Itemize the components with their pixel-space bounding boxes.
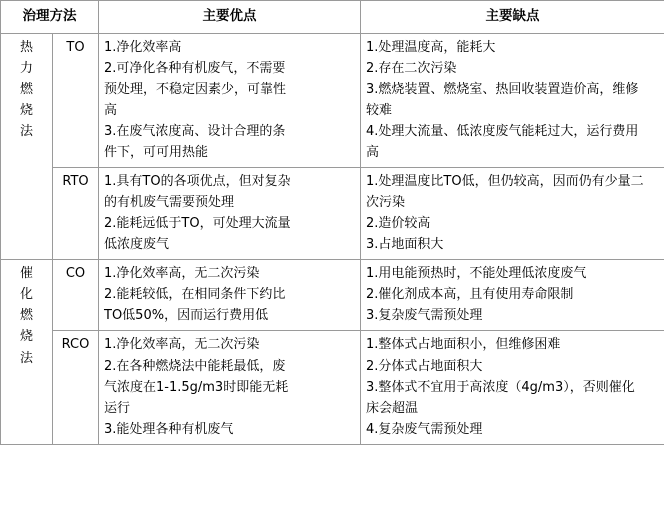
cons-line: 3.整体式不宜用于高浓度（4g/m3），否则催化 (366, 379, 635, 395)
cons-line: 4.复杂废气需预处理 (366, 421, 483, 437)
pros-line: 件下，可可用热能 (104, 145, 209, 161)
tech-code-to: TO (53, 33, 99, 167)
tech-code-co: CO (53, 260, 99, 331)
method-label-char: 法 (19, 124, 33, 140)
pros-line: 1.净化效率高，无二次污染 (104, 266, 260, 282)
pros-line: 2.可净化各种有机废气，不需要 (104, 60, 286, 76)
pros-cell-co (99, 260, 361, 331)
method-label-char: 燃 (19, 308, 33, 324)
cons-line: 次污染 (366, 195, 406, 211)
method-label-char: 力 (19, 60, 33, 76)
method-label-vertical-catalytic (6, 263, 47, 368)
tech-code-rto: RTO (53, 168, 99, 260)
header-method: 治理方法 (1, 1, 99, 34)
pros-cell-rco (99, 331, 361, 444)
table-row (1, 260, 664, 331)
table-header-row (1, 1, 664, 34)
table-row (1, 331, 664, 444)
cons-line: 床会超温 (366, 400, 419, 416)
pros-line: 3.在废气浓度高、设计合理的条 (104, 124, 286, 140)
pros-line: 预处理，不稳定因素少，可靠性 (104, 81, 287, 97)
cons-line: 2.造价较高 (366, 216, 431, 232)
pros-cell-to (99, 33, 361, 167)
cons-cell-rco (361, 331, 664, 444)
header-cons: 主要缺点 (361, 1, 664, 34)
pros-line: 3.能处理各种有机废气 (104, 421, 234, 437)
cons-line: 2.存在二次污染 (366, 60, 457, 76)
pros-line: 运行 (104, 400, 131, 416)
pros-line: 气浓度在1-1.5g/m3时即能无耗 (104, 379, 289, 395)
cons-line: 1.处理温度比TO低，但仍较高，因而仍有少量二 (366, 174, 644, 190)
cons-line: 3.燃烧装置、燃烧室、热回收装置造价高，维修 (366, 81, 639, 97)
cons-line: 1.处理温度高，能耗大 (366, 39, 496, 55)
method-label-vertical-thermal (6, 37, 47, 142)
method-label-char: 催 (19, 266, 33, 282)
pros-line: 2.在各种燃烧法中能耗最低，废 (104, 358, 286, 374)
pros-line: 2.能耗远低于TO，可处理大流量 (104, 216, 291, 232)
method-label-catalytic (1, 260, 53, 444)
method-label-char: 化 (19, 287, 33, 303)
pros-line: 1.净化效率高 (104, 39, 182, 55)
pros-cell-rto (99, 168, 361, 260)
cons-line: 高 (366, 145, 380, 161)
table-row (1, 33, 664, 167)
pros-line: 2.能耗较低，在相同条件下约比 (104, 287, 286, 303)
tech-code-rco: RCO (53, 331, 99, 444)
method-label-char: 燃 (19, 81, 33, 97)
pros-line: 1.净化效率高，无二次污染 (104, 337, 260, 353)
cons-line: 1.整体式占地面积小，但维修困难 (366, 337, 561, 353)
method-label-thermal (1, 33, 53, 259)
cons-cell-to (361, 33, 664, 167)
cons-line: 3.占地面积大 (366, 237, 444, 253)
cons-line: 较难 (366, 103, 393, 118)
pros-line: TO低50%，因而运行费用低 (104, 308, 269, 324)
pros-line: 低浓度废气 (104, 237, 170, 253)
cons-line: 2.分体式占地面积大 (366, 358, 483, 374)
pros-line: 高 (104, 103, 118, 118)
cons-line: 3.复杂废气需预处理 (366, 308, 483, 324)
cons-line: 2.催化剂成本高，且有使用寿命限制 (366, 287, 574, 303)
method-label-char: 烧 (19, 329, 33, 345)
method-label-char: 法 (19, 350, 33, 366)
header-pros: 主要优点 (99, 1, 361, 34)
table-row (1, 168, 664, 260)
pros-line: 1.具有TO的各项优点，但对复杂 (104, 174, 291, 190)
cons-cell-co (361, 260, 664, 331)
pros-line: 的有机废气需要预处理 (104, 195, 235, 211)
method-label-char: 烧 (19, 103, 33, 118)
cons-line: 1.用电能预热时，不能处理低浓度废气 (366, 266, 587, 282)
method-label-char: 热 (19, 39, 33, 55)
cons-line: 4.处理大流量、低浓度废气能耗过大，运行费用 (366, 124, 639, 140)
cons-cell-rto (361, 168, 664, 260)
